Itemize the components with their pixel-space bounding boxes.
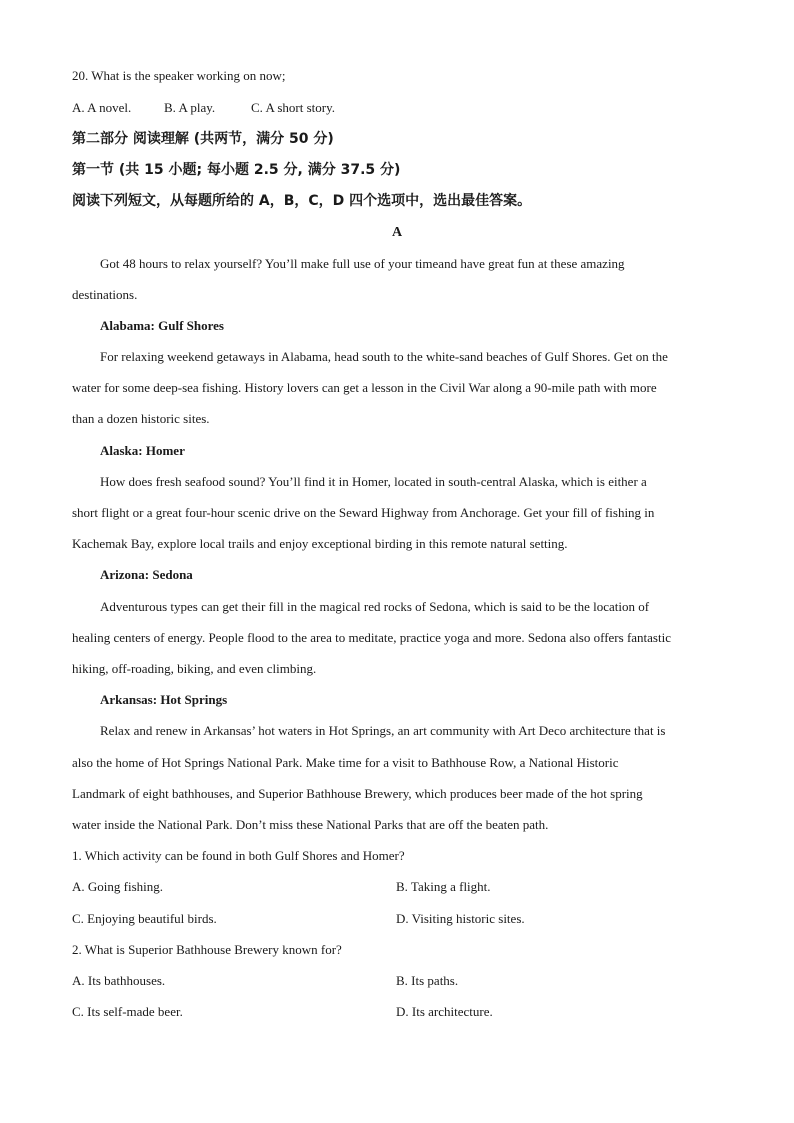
passage-line: short flight or a great four-hour scenic drive on the Seward Highway from Anchorage. Get your fill of fishing in xyxy=(72,505,655,520)
heading-arizona: Arizona: Sedona xyxy=(100,567,193,582)
part-title: 第二部分 阅读理解 (共两节，满分 50 分) xyxy=(72,131,334,147)
question-2-stem: 2. What is Superior Bathhouse Brewery known for? xyxy=(72,942,342,957)
q20-option-b: B. A play. xyxy=(164,100,216,115)
q20-option-a: A. A novel. xyxy=(72,100,132,115)
section-instruction: 阅读下列短文，从每题所给的 A，B，C，D 四个选项中，选出最佳答案。 xyxy=(72,193,532,209)
question-1-option-d: D. Visiting historic sites. xyxy=(396,911,525,926)
question-2-option-a: A. Its bathhouses. xyxy=(72,973,166,988)
question-2-option-b: B. Its paths. xyxy=(396,973,459,988)
passage-line: Landmark of eight bathhouses, and Superior Bathhouse Brewery, which produces beer made of the hot spring xyxy=(72,786,643,801)
heading-alaska: Alaska: Homer xyxy=(100,443,185,458)
q20-question: 20. What is the speaker working on now; xyxy=(72,68,286,83)
heading-alabama: Alabama: Gulf Shores xyxy=(100,318,224,333)
question-2-option-d: D. Its architecture. xyxy=(396,1004,493,1019)
passage-line: water for some deep-sea fishing. History lovers can get a lesson in the Civil War along a 90-mile path with more xyxy=(72,380,657,395)
q20-option-c: C. A short story. xyxy=(251,100,336,115)
question-1-stem: 1. Which activity can be found in both Gulf Shores and Homer? xyxy=(72,848,405,863)
passage-line: than a dozen historic sites. xyxy=(72,411,210,426)
passage-line: Relax and renew in Arkansas’ hot waters in Hot Springs, an art community with Art Deco architecture that is xyxy=(100,723,666,738)
passage-label: A xyxy=(391,225,403,240)
passage-line: also the home of Hot Springs National Park. Make time for a visit to Bathhouse Row, a National Historic xyxy=(72,755,619,770)
question-1-option-c: C. Enjoying beautiful birds. xyxy=(72,911,217,926)
section-subtitle: 第一节 (共 15 小题; 每小题 2.5 分, 满分 37.5 分) xyxy=(72,162,401,178)
passage-line: healing centers of energy. People flood to the area to meditate, practice yoga and more. Sedona also offers fantastic xyxy=(72,630,671,645)
passage-intro-line: destinations. xyxy=(72,287,138,302)
passage-line: How does fresh seafood sound? You’ll find it in Homer, located in south-central Alaska, which is either a xyxy=(100,474,647,489)
question-2-option-c: C. Its self-made beer. xyxy=(72,1004,183,1019)
passage-line: hiking, off-roading, biking, and even climbing. xyxy=(72,661,317,676)
passage-intro-line: Got 48 hours to relax yourself? You’ll make full use of your timeand have great fun at these amazing xyxy=(100,256,625,271)
question-1-option-a: A. Going fishing. xyxy=(72,879,163,894)
question-1-option-b: B. Taking a flight. xyxy=(396,879,491,894)
passage-line: For relaxing weekend getaways in Alabama, head south to the white-sand beaches of Gulf Shores. Get on the xyxy=(100,349,668,364)
passage-line: water inside the National Park. Don’t miss these National Parks that are off the beaten path. xyxy=(72,817,549,832)
passage-line: Adventurous types can get their fill in the magical red rocks of Sedona, which is said to be the location of xyxy=(100,599,650,614)
heading-arkansas: Arkansas: Hot Springs xyxy=(100,692,228,707)
passage-line: Kachemak Bay, explore local trails and enjoy exceptional birding in this remote natural setting. xyxy=(72,536,568,551)
